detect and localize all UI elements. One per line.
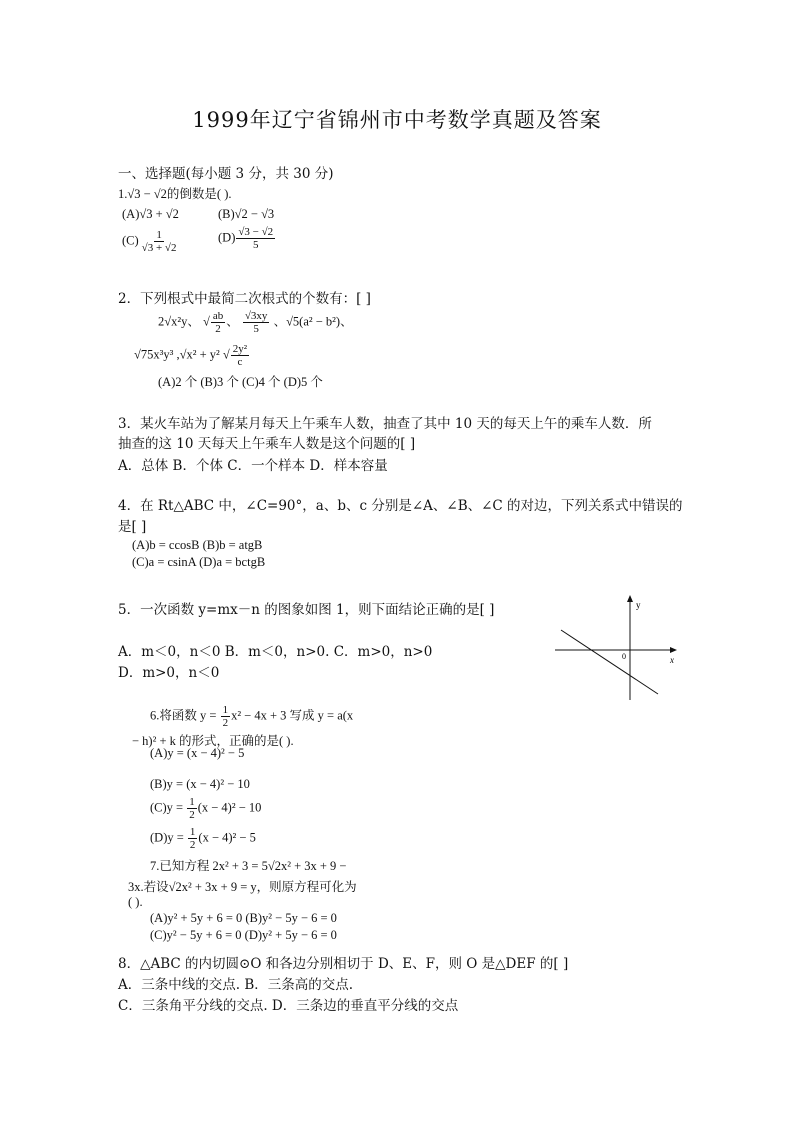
fraction-denominator: 2 [222, 717, 229, 729]
origin-label: 0 [622, 652, 626, 661]
q4-line-2: 是[ ] [118, 519, 147, 535]
fraction-numerator: 1 [189, 826, 196, 838]
q6-line-1-end: x² − 4x + 3 写成 y = a(x [231, 708, 354, 723]
y-axis-arrow-icon [627, 595, 633, 602]
q1-stem [118, 184, 231, 202]
q3-line-1: 3．某火车站为了解某月每天上午乘车人数，抽查了其中 10 天的每天上午的乘车人数．所 [118, 416, 652, 432]
q2-stem: 2．下列根式中最简二次根式的个数有：[ ] [118, 291, 371, 307]
y-axis-label: y [636, 600, 641, 610]
function-line [561, 630, 658, 694]
q3-options: A．总体 B．个体 C．一个样本 D．样本容量 [118, 458, 388, 474]
q2-radical-5: √75x³y³ ,√x² + y² [134, 347, 223, 362]
fraction-numerator: 2y² [232, 343, 248, 355]
q6-option-c-fraction [187, 796, 197, 821]
q6-line-2: − h)² + k 的形式，正确的是( ). [132, 734, 294, 748]
q2-radicals-row2: √75x³y³ ,√x² + y² √ $\frac{\text{2y²}}{c}$ [134, 343, 248, 368]
q6-line-1-start: 6.将函数 y = [150, 708, 217, 723]
fraction-numerator: 1 [189, 796, 195, 808]
fraction-numerator: √3xy [244, 310, 268, 322]
q2-radicals-row1: 2√x²y、 √ $\frac{ab}{2}$ 、 $\frac{√3xy}{5}$ 、√5(a² − b²)、 [158, 310, 353, 335]
page-title: 1999年辽宁省锦州市中考数学真题及答案 [192, 108, 602, 132]
fraction-denominator: 2 [189, 839, 196, 851]
q6-option-c-end: (x − 4)² − 10 [197, 800, 262, 815]
q6-option-d [150, 826, 256, 851]
q6-option-c [150, 796, 261, 821]
q2-options: (A)2 个 (B)3 个 (C)4 个 (D)5 个 [158, 375, 323, 389]
q4-options-cd: (C)a = csinA (D)a = bctgB [132, 555, 266, 569]
q6-option-b: (B)y = (x − 4)² − 10 [150, 777, 250, 791]
q1-option-c-fraction [140, 229, 179, 254]
q1-stem-text: 的倒数是( ). [166, 187, 232, 201]
q2-radical-3 [243, 310, 270, 335]
fraction-denominator: 2 [189, 809, 195, 821]
q6-option-d-start: (D)y = [150, 830, 184, 845]
q1-option-d [218, 226, 276, 251]
q6-option-a: (A)y = (x − 4)² − 5 [150, 746, 245, 760]
q2-radical-6 [231, 343, 249, 368]
fraction-denominator: √3 + √2 [141, 242, 177, 254]
fraction-numerator: 1 [222, 704, 229, 716]
q4-line-1: 4．在 Rt△ABC 中，∠C=90°，a、b、c 分别是∠A、∠B、∠C 的对边，下列关系式中错误的 [118, 498, 683, 514]
q6-option-d-end: (x − 4)² − 5 [198, 830, 256, 845]
q6-option-d-fraction [188, 826, 198, 851]
q6-line-1 [150, 704, 353, 729]
q7-options-cd: (C)y² − 5y + 6 = 0 (D)y² + 5y − 6 = 0 [150, 928, 337, 942]
fraction-numerator: 1 [156, 229, 162, 241]
q1-option-c-label: (C) [122, 233, 139, 248]
fraction-denominator: 2 [215, 323, 221, 335]
q1-option-a: (A)√3 + √2 [122, 207, 179, 221]
x-axis-label: x [670, 655, 674, 665]
x-axis-arrow-icon [670, 647, 677, 653]
q8-options-1: A．三条中线的交点. B．三条高的交点. [118, 977, 354, 993]
q1-option-d-fraction [236, 226, 275, 251]
fraction-numerator: ab [212, 310, 224, 322]
q5-graph-figure [555, 592, 685, 702]
fraction-denominator: 5 [253, 239, 259, 251]
section-heading: 一、选择题(每小题 3 分，共 30 分) [118, 166, 334, 182]
q7-line-1: 7.已知方程 2x² + 3 = 5√2x² + 3x + 9 − [150, 859, 347, 873]
q3-line-2: 抽查的这 10 天每天上午乘车人数是这个问题的[ ] [118, 436, 416, 452]
q1-expression: 1.√3 − √2 [118, 187, 167, 201]
fraction-denominator: c [237, 356, 243, 368]
q1-option-c [122, 229, 179, 254]
fraction-numerator: √3 − √2 [238, 226, 274, 238]
q5-stem: 5．一次函数 y=mx－n 的图象如图 1，则下面结论正确的是[ ] [118, 602, 495, 618]
q5-options-2: D．m>0，n＜0 [118, 665, 220, 681]
q7-options-ab: (A)y² + 5y + 6 = 0 (B)y² − 5y − 6 = 0 [150, 911, 337, 925]
q8-stem: 8．△ABC 的内切圆⊙O 和各边分别相切于 D、E、F，则 O 是△DEF 的[ ] [118, 956, 569, 972]
q2-radical-1: 2√x²y、 [158, 314, 200, 329]
q2-radical-4: 、√5(a² − b²)、 [273, 314, 353, 329]
q8-options-2: C．三条角平分线的交点. D．三条边的垂直平分线的交点 [118, 998, 459, 1014]
q4-options-ab: (A)b = ccosB (B)b = atgB [132, 538, 263, 552]
q5-options-1: A．m＜0，n＜0 B．m＜0，n>0. C．m>0，n>0 [118, 644, 433, 660]
fraction-denominator: 5 [253, 323, 259, 335]
q2-radical-2 [211, 310, 225, 335]
q1-option-d-label: (D) [218, 230, 236, 245]
q7-line-2: 3x.若设√2x² + 3x + 9 = y，则原方程可化为 [128, 880, 357, 894]
q7-line-3: ( ). [128, 895, 143, 909]
q6-half-fraction [221, 704, 231, 729]
q1-option-b: (B)√2 − √3 [218, 207, 275, 221]
q6-option-c-start: (C)y = [150, 800, 184, 815]
